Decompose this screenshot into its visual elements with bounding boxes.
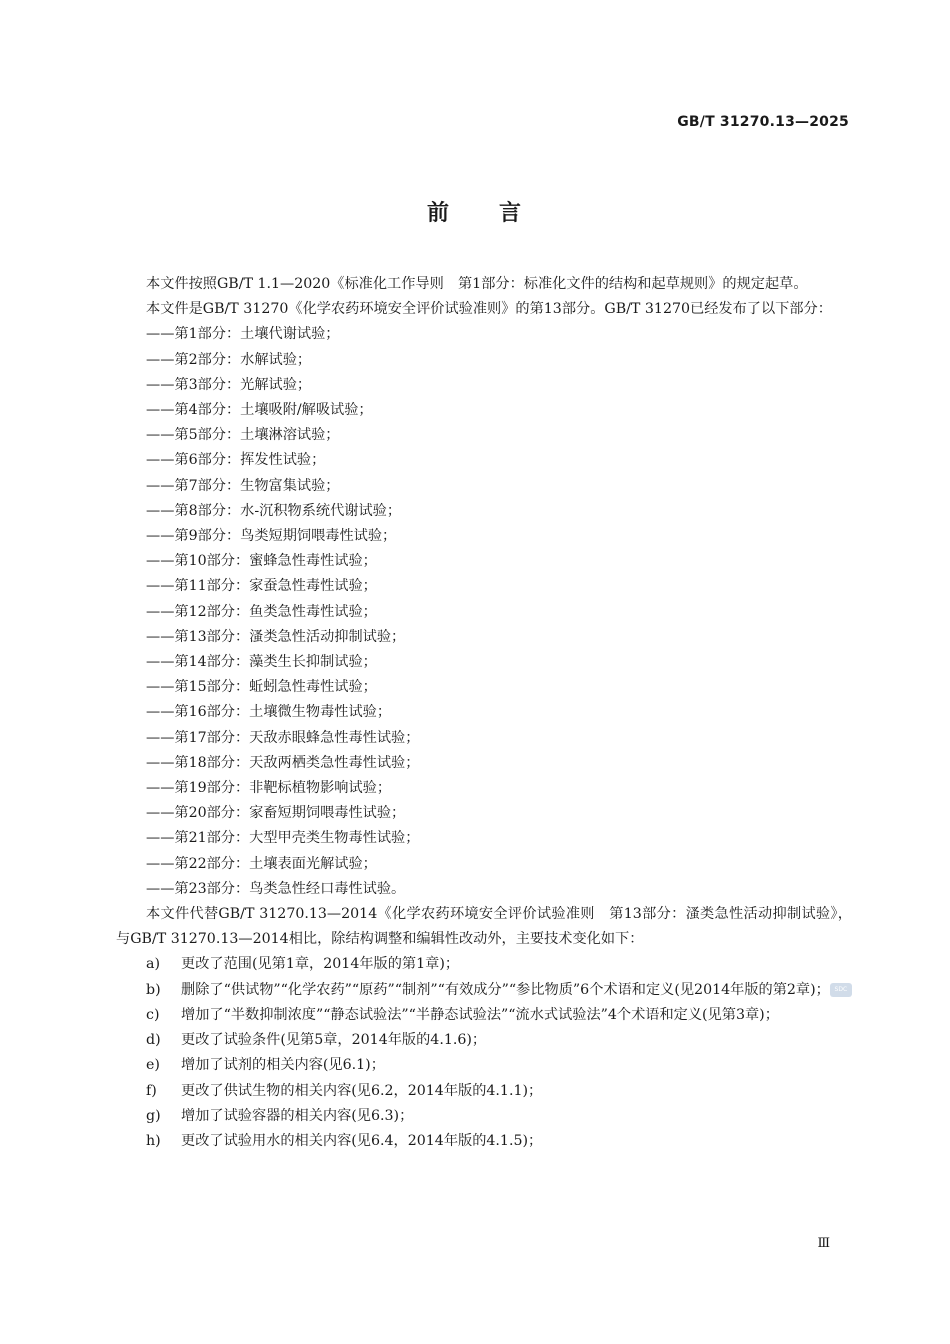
list-item: ——第16部分：土壤微生物毒性试验； [146,704,392,721]
change-item [116,1129,852,1154]
list-item: ——第5部分：土壤淋溶试验； [146,427,340,444]
change-item [116,1053,852,1078]
list-item: ——第3部分：光解试验； [146,376,312,393]
change-item [116,952,852,977]
watermark-stamp-icon: SDC [830,983,852,997]
item-label: g) [146,1107,161,1124]
replacement-paragraph: 本文件代替GB/T 31270.13—2014《化学农药环境安全评价试验准则 第13部分：溞类急性活动抑制试验》，与GB/T 31270.13—2014相比，除结构调整和编辑性改动外，主要技术变化如下： [116,906,852,948]
item-label: c) [146,1006,160,1023]
list-item: ——第7部分：生物富集试验； [146,477,340,494]
item-text: 更改了供试生物的相关内容(见6.2，2014年版的4.1.1)； [181,1082,543,1099]
item-label: a) [146,956,160,973]
page-number: Ⅲ [817,1236,830,1251]
series-paragraph: 本文件是GB/T 31270《化学农药环境安全评价试验准则》的第13部分。GB/T 31270已经发布了以下部分： [146,301,832,318]
change-item [116,1028,852,1053]
standard-code: GB/T 31270.13—2025 [677,114,849,130]
parts-list [116,322,852,902]
list-item: ——第4部分：土壤吸附/解吸试验； [146,402,373,419]
list-item: ——第22部分：土壤表面光解试验； [146,855,377,872]
page-title: 前 言 [426,201,523,226]
list-item: ——第18部分：天敌两栖类急性毒性试验； [146,754,420,771]
list-item: ——第9部分：鸟类短期饲喂毒性试验； [146,528,397,545]
list-item: ——第14部分：藻类生长抑制试验； [146,654,377,671]
item-label: f) [146,1082,157,1099]
intro-paragraph: 本文件按照GB/T 1.1—2020《标准化工作导则 第1部分：标准化文件的结构和起草规则》的规定起草。 [146,276,808,292]
item-text: 更改了试验用水的相关内容(见6.4，2014年版的4.1.5)； [181,1132,543,1149]
list-item: ——第1部分：土壤代谢试验； [146,326,340,343]
list-item: ——第2部分：水解试验； [146,351,312,368]
change-item [116,978,852,1003]
list-item: ——第12部分：鱼类急性毒性试验； [146,603,377,620]
list-item: ——第19部分：非靶标植物影响试验； [146,780,392,797]
item-label: h) [146,1132,161,1149]
document-body [116,272,852,1154]
list-item: ——第10部分：蜜蜂急性毒性试验； [146,553,377,570]
item-text: 删除了“供试物”“化学农药”“原药”“制剂”“有效成分”“参比物质”6个术语和定义(见2014年版的第2章)； [181,981,830,998]
change-item [116,1104,852,1129]
item-label: b) [146,981,161,998]
list-item: ——第23部分：鸟类急性经口毒性试验。 [146,880,406,897]
item-label: d) [146,1032,161,1049]
item-text: 更改了范围(见第1章，2014年版的第1章)； [181,956,460,973]
list-item: ——第8部分：水-沉积物系统代谢试验； [146,502,402,519]
list-item: ——第13部分：溞类急性活动抑制试验； [146,628,406,645]
item-label: e) [146,1057,160,1074]
item-text: 增加了试验容器的相关内容(见6.3)； [181,1107,414,1124]
change-item [116,1003,852,1028]
list-item: ——第17部分：天敌赤眼蜂急性毒性试验； [146,729,420,746]
list-item: ——第11部分：家蚕急性毒性试验； [146,578,377,595]
changes-list [116,952,852,1154]
item-text: 增加了试剂的相关内容(见6.1)； [181,1057,385,1074]
item-text: 更改了试验条件(见第5章，2014年版的4.1.6)； [181,1032,487,1049]
list-item: ——第15部分：蚯蚓急性毒性试验； [146,679,377,696]
list-item: ——第20部分：家畜短期饲喂毒性试验； [146,805,406,822]
item-text: 增加了“半数抑制浓度”“静态试验法”“半静态试验法”“流水式试验法”4个术语和定义(见第3章)； [181,1006,779,1023]
list-item: ——第6部分：挥发性试验； [146,452,326,469]
change-item [116,1079,852,1104]
list-item: ——第21部分：大型甲壳类生物毒性试验； [146,830,420,847]
